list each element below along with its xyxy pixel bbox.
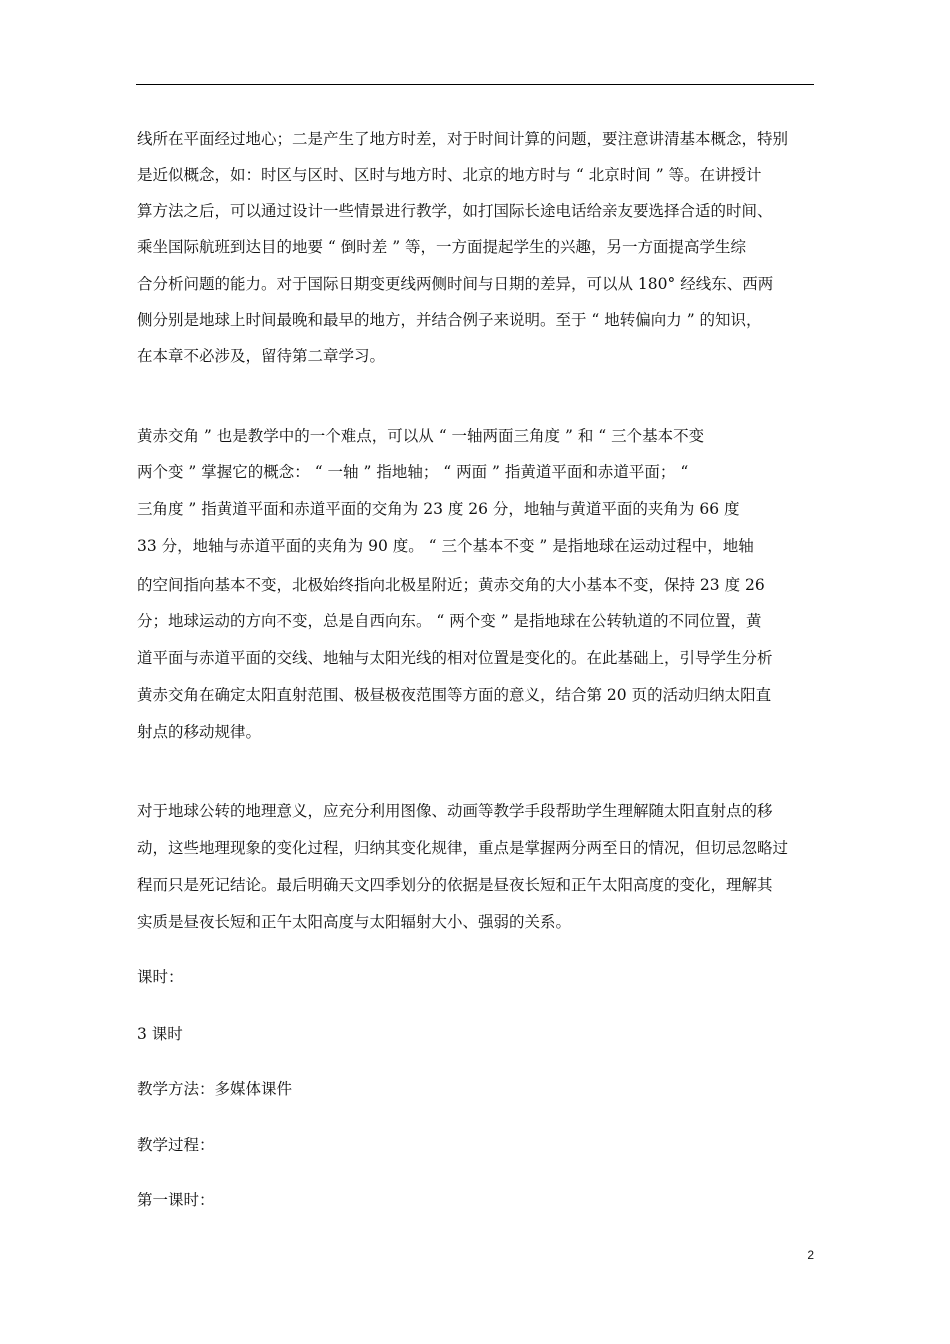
paragraph-2-line: 黄赤交角 ” 也是教学中的一个难点，可以从 “ 一轴两面三角度 ” 和 “ 三个基本不变 — [137, 427, 705, 445]
paragraph-2-line: 两个变 ” 掌握它的概念： “ 一轴 ” 指地轴； “ 两面 ” 指黄道平面和赤道平面； “ — [137, 463, 689, 481]
paragraph-3-line: 动，这些地理现象的变化过程，归纳其变化规律，重点是掌握两分两至日的情况，但切忌忽略过 — [137, 839, 789, 857]
paragraph-3-line: 实质是昼夜长短和正午太阳高度与太阳辐射大小、强弱的关系。 — [137, 913, 572, 931]
paragraph-1-line: 线所在平面经过地心；二是产生了地方时差，对于时间计算的问题，要注意讲清基本概念，特别 — [137, 130, 789, 148]
paragraph-3-line: 程而只是死记结论。最后明确天文四季划分的依据是昼夜长短和正午太阳高度的变化，理解其 — [137, 876, 773, 894]
class-hours-label: 课时： — [137, 968, 184, 986]
teaching-method: 教学方法：多媒体课件 — [137, 1080, 293, 1098]
paragraph-3-line: 对于地球公转的地理意义，应充分利用图像、动画等教学手段帮助学生理解随太阳直射点的移 — [137, 802, 773, 820]
paragraph-2-line: 射点的移动规律。 — [137, 723, 262, 741]
paragraph-1-line: 是近似概念，如：时区与区时、区时与地方时、北京的地方时与 “ 北京时间 ” 等。在讲授计 — [137, 166, 762, 184]
paragraph-1-line: 乘坐国际航班到达目的地要 “ 倒时差 ” 等，一方面提起学生的兴趣，另一方面提高学生综 — [137, 238, 747, 256]
paragraph-1-line: 算方法之后，可以通过设计一些情景进行教学，如打国际长途电话给亲友要选择合适的时间、 — [137, 202, 773, 220]
paragraph-2-line: 33 分，地轴与赤道平面的夹角为 90 度。 “ 三个基本不变 ” 是指地球在运动过程中，地轴 — [137, 537, 754, 555]
paragraph-2-line: 三角度 ” 指黄道平面和赤道平面的交角为 23 度 26 分，地轴与黄道平面的夹角为 66 度 — [137, 500, 740, 518]
paragraph-1-line: 侧分别是地球上时间最晚和最早的地方，并结合例子来说明。至于 “ 地转偏向力 ” 的知识， — [137, 311, 762, 329]
paragraph-1-line: 合分析问题的能力。对于国际日期变更线两侧时间与日期的差异，可以从 180° 经线东、西两 — [137, 275, 774, 293]
first-lesson: 第一课时： — [137, 1191, 215, 1209]
paragraph-2-line: 分；地球运动的方向不变，总是自西向东。 “ 两个变 ” 是指地球在公转轨道的不同位置，黄 — [137, 612, 762, 630]
class-hours-value: 3 课时 — [137, 1025, 183, 1043]
paragraph-2-line: 道平面与赤道平面的交线、地轴与太阳光线的相对位置是变化的。在此基础上，引导学生分析 — [137, 649, 773, 667]
paragraph-2-line: 的空间指向基本不变，北极始终指向北极星附近；黄赤交角的大小基本不变，保持 23 度 26 — [137, 576, 765, 594]
teaching-process: 教学过程： — [137, 1136, 215, 1154]
page-number: 2 — [807, 1248, 814, 1262]
paragraph-1-line: 在本章不必涉及，留待第二章学习。 — [137, 347, 386, 365]
paragraph-2-line: 黄赤交角在确定太阳直射范围、极昼极夜范围等方面的意义，结合第 20 页的活动归纳太阳直 — [137, 686, 772, 704]
header-rule — [136, 84, 814, 85]
